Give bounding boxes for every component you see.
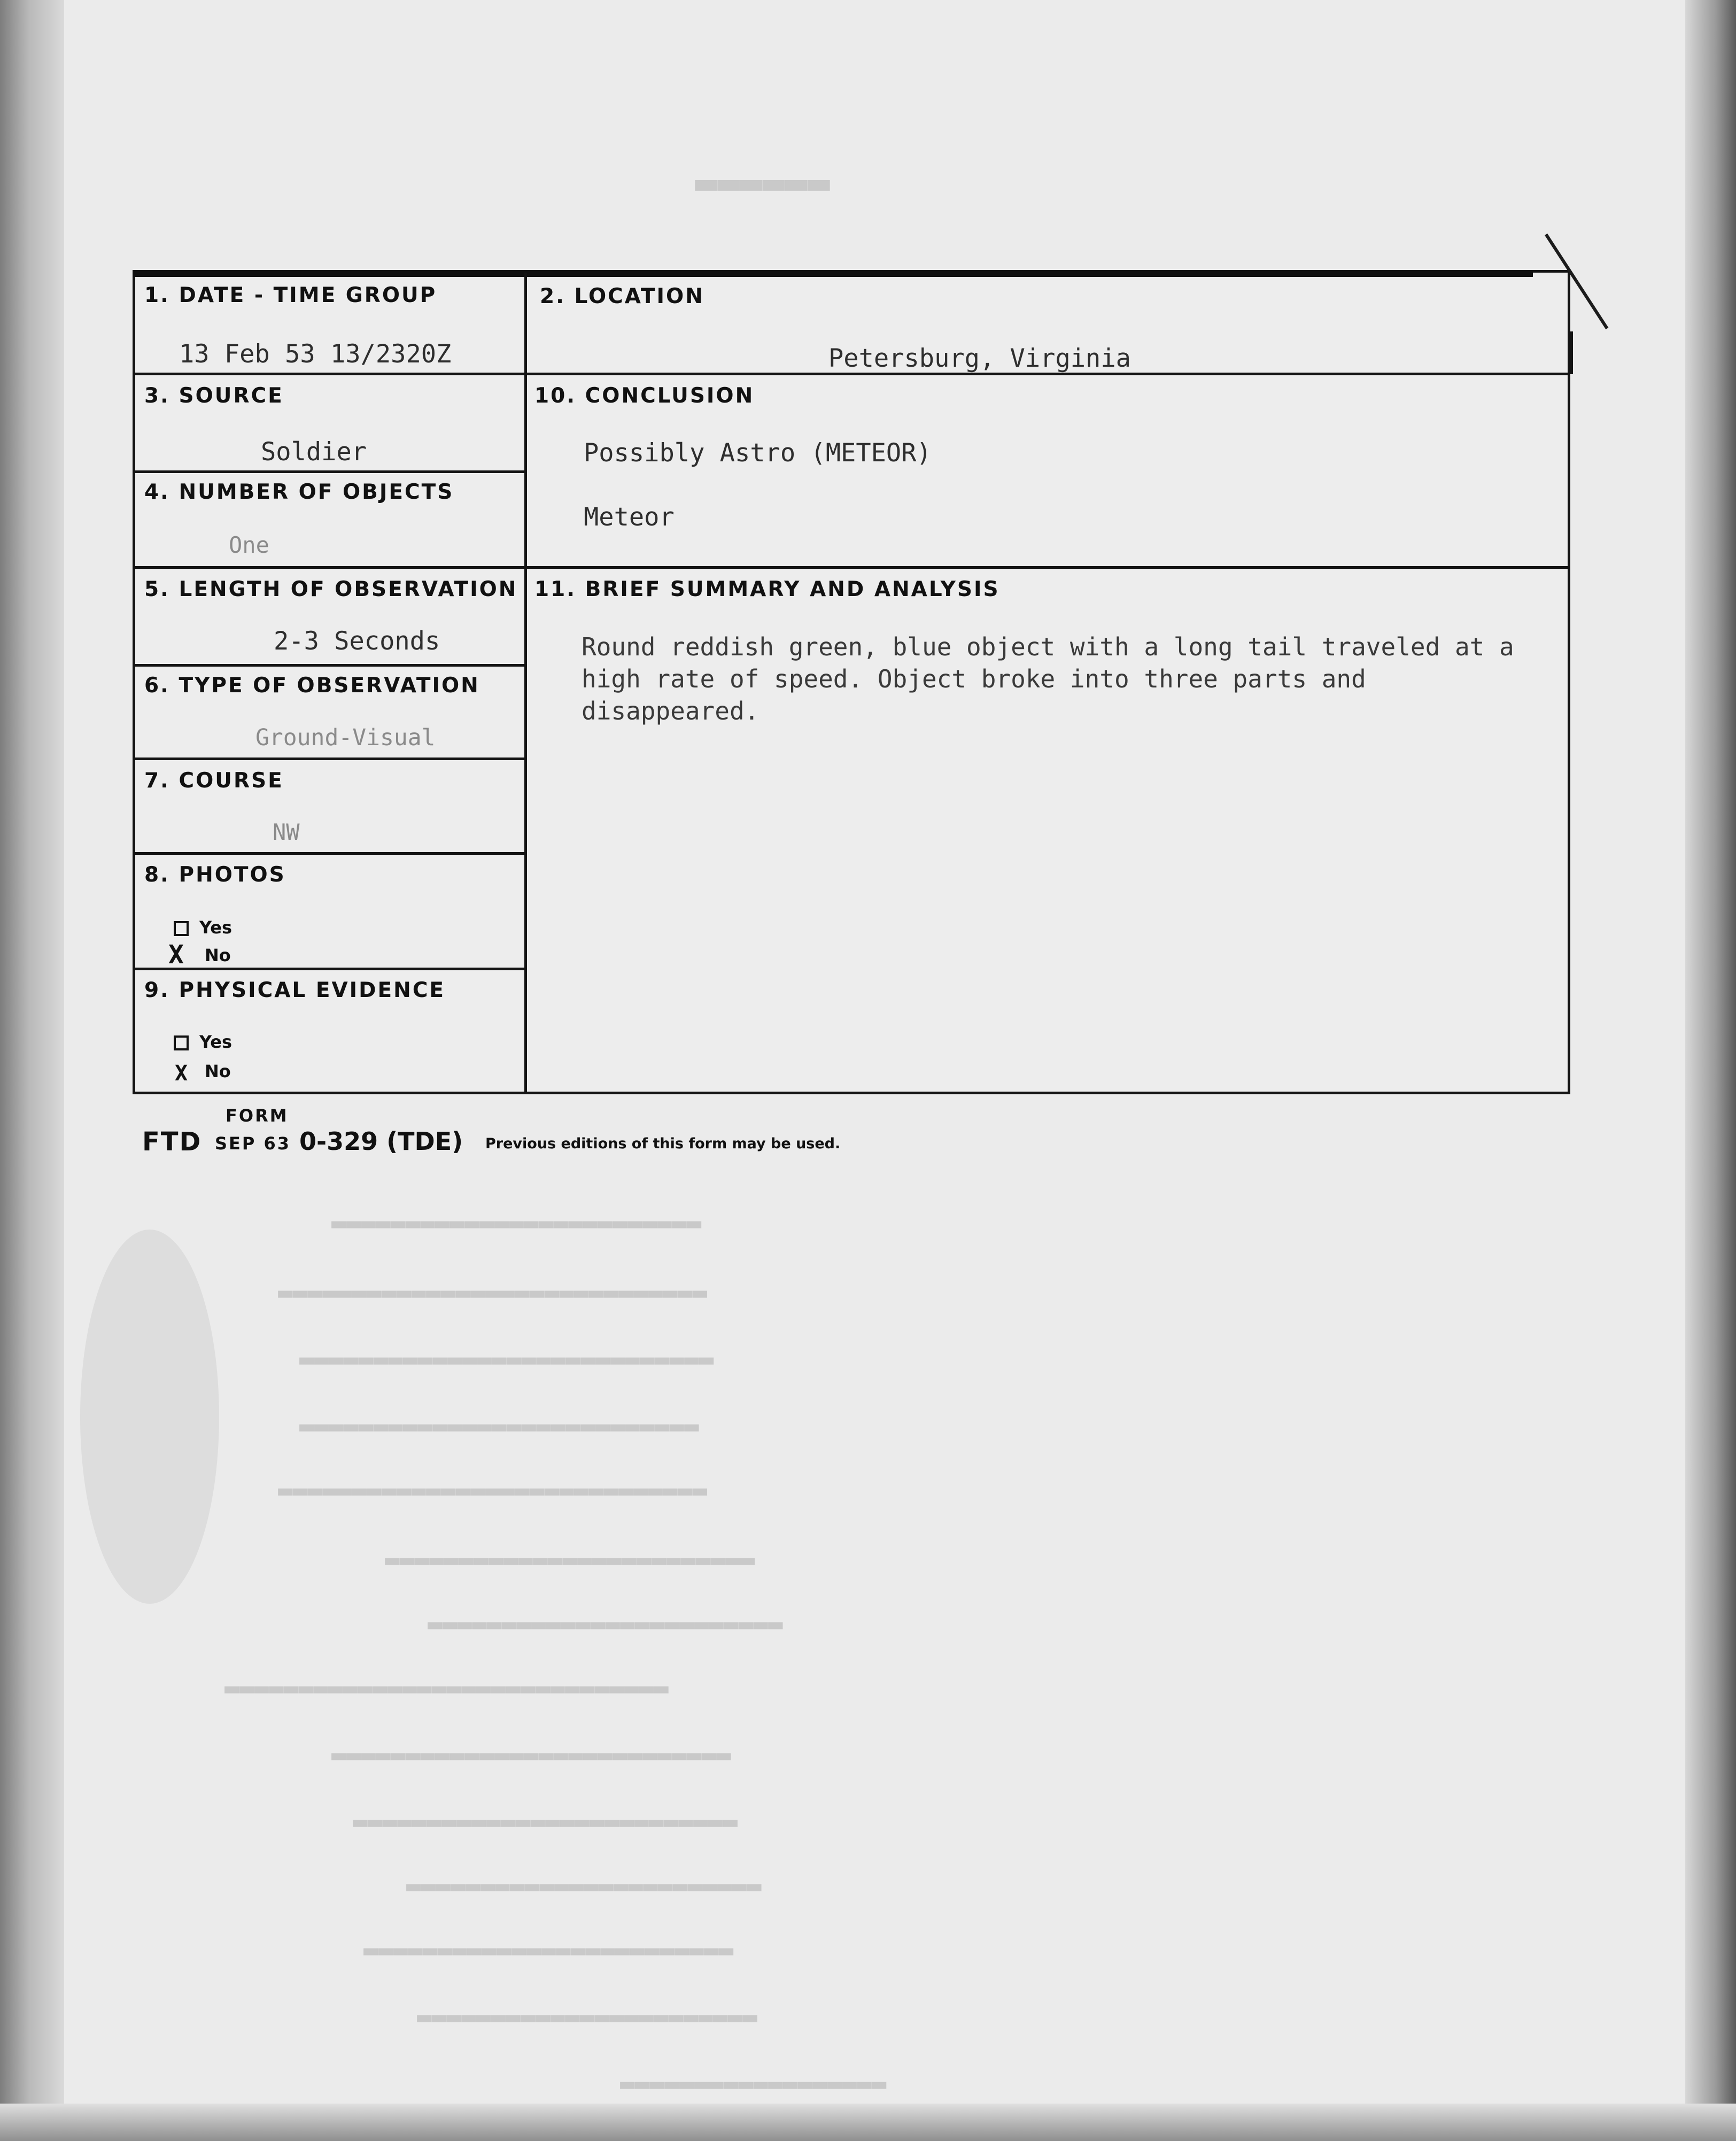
conclusion-label: 10. CONCLUSION [534, 384, 755, 408]
bleed-through-text: ▬▬▬▬▬▬▬▬▬▬▬▬▬▬▬▬▬▬▬▬▬▬▬▬ [406, 1871, 762, 1900]
row-divider [134, 968, 526, 970]
bleed-through-text: ▬▬▬▬▬▬▬▬▬▬▬▬▬▬▬▬▬▬▬▬▬▬▬▬▬▬▬▬▬ [278, 1475, 708, 1504]
bleed-through-text: ▬▬▬▬▬▬▬▬▬▬▬▬▬▬▬▬▬▬▬▬▬▬▬▬▬▬▬▬▬▬ [224, 1673, 669, 1702]
photos-label: 8. PHOTOS [144, 863, 286, 887]
photos-yes-option [174, 917, 232, 938]
row-divider [134, 758, 526, 760]
footer-ftd: FTD [142, 1127, 202, 1157]
scan-left-edge [0, 0, 64, 2141]
bleed-through-text: ▬▬▬▬▬▬▬▬▬▬▬▬▬▬▬▬▬▬▬▬▬▬▬▬ [428, 1609, 783, 1638]
photos-no-x-mark: X [168, 940, 181, 970]
bleed-through-text: ▬▬▬▬▬▬▬▬▬▬▬▬▬▬▬▬▬▬▬▬▬▬▬▬▬▬▬ [331, 1740, 731, 1769]
evidence-no-option [205, 1061, 231, 1081]
course-label: 7. COURSE [144, 769, 284, 793]
photos-no-option [205, 945, 231, 965]
bleed-through-text: ▬▬▬▬▬▬▬▬▬▬▬▬▬▬▬▬▬▬▬▬▬▬▬▬▬ [385, 1545, 755, 1574]
summary-text: Round reddish green, blue object with a long tail traveled at a high rate of speed. Object broke into three parts and disappeared. [582, 632, 1514, 725]
footer-form-label: FORM [226, 1106, 289, 1126]
bleed-through-text: ▬▬▬▬▬▬▬▬▬▬▬▬▬▬▬▬▬▬ [620, 2069, 887, 2098]
photos-yes-label: Yes [199, 917, 232, 938]
row-divider [134, 470, 526, 473]
source-value: Soldier [261, 437, 367, 467]
date-time-group-label: 1. DATE - TIME GROUP [144, 283, 437, 307]
bleed-through-text: ▬▬▬▬▬▬▬▬▬▬▬▬▬▬▬▬▬▬▬▬▬▬▬▬▬▬▬ [299, 1411, 699, 1440]
evidence-yes-option [174, 1032, 232, 1052]
length-of-observation-value: 2-3 Seconds [274, 627, 440, 656]
location-label: 2. LOCATION [540, 284, 704, 308]
scan-bottom-edge [0, 2104, 1736, 2141]
form-top-rule [133, 271, 1533, 277]
summary-label: 11. BRIEF SUMMARY AND ANALYSIS [534, 577, 1000, 601]
length-of-observation-label: 5. LENGTH OF OBSERVATION [144, 577, 518, 601]
bleed-through-text: ▬▬▬▬▬▬▬▬▬▬▬▬▬▬▬▬▬▬▬▬▬▬▬▬▬▬▬▬ [299, 1344, 714, 1373]
row-divider [134, 852, 526, 855]
bleed-through-text: ▬▬▬▬▬▬▬▬▬▬▬▬▬▬▬▬▬▬▬▬▬▬▬▬▬ [363, 1935, 734, 1964]
bleed-through-text: ▬▬▬▬▬▬▬▬▬▬▬▬▬▬▬▬▬▬▬▬▬▬▬▬▬▬ [353, 1807, 738, 1836]
footer-note: Previous editions of this form may be used. [485, 1135, 841, 1152]
footer-date: SEP 63 [215, 1133, 291, 1154]
number-of-objects-value: One [229, 532, 269, 558]
date-time-group-value: 13 Feb 53 13/2320Z [179, 339, 452, 369]
evidence-no-label: No [205, 1061, 231, 1081]
conclusion-line1: Possibly Astro (METEOR) [584, 438, 932, 468]
type-of-observation-value: Ground-Visual [255, 724, 436, 751]
row-divider [134, 664, 526, 667]
evidence-yes-label: Yes [199, 1032, 232, 1052]
evidence-yes-checkbox [174, 1035, 189, 1050]
number-of-objects-label: 4. NUMBER OF OBJECTS [144, 480, 454, 504]
bleed-through-text: ▬▬▬▬▬▬▬▬▬▬▬▬▬▬▬▬▬▬▬▬▬▬▬▬▬▬▬▬▬ [278, 1278, 708, 1307]
type-of-observation-label: 6. TYPE OF OBSERVATION [144, 674, 480, 698]
scan-right-edge [1685, 0, 1736, 2141]
row-divider [134, 566, 1570, 569]
physical-evidence-label: 9. PHYSICAL EVIDENCE [144, 978, 446, 1002]
course-value: NW [273, 819, 300, 845]
footer-form-number: 0-329 (TDE) [299, 1127, 463, 1156]
photos-no-label: No [205, 945, 231, 965]
conclusion-line2: Meteor [584, 503, 675, 532]
evidence-no-x-mark: X [175, 1061, 188, 1086]
scan-smudge [80, 1230, 219, 1604]
source-label: 3. SOURCE [144, 384, 284, 408]
photos-yes-checkbox [174, 921, 189, 936]
bleed-through-text: ▬▬▬▬▬▬▬▬▬▬▬▬▬▬▬▬▬▬▬▬▬▬▬ [417, 2002, 757, 2031]
location-value: Petersburg, Virginia [828, 344, 1131, 373]
bleed-through-text: ▬▬▬▬▬▬ [695, 160, 830, 204]
bleed-through-text: ▬▬▬▬▬▬▬▬▬▬▬▬▬▬▬▬▬▬▬▬▬▬▬▬▬ [331, 1208, 702, 1237]
right-border-upper [1570, 331, 1573, 374]
